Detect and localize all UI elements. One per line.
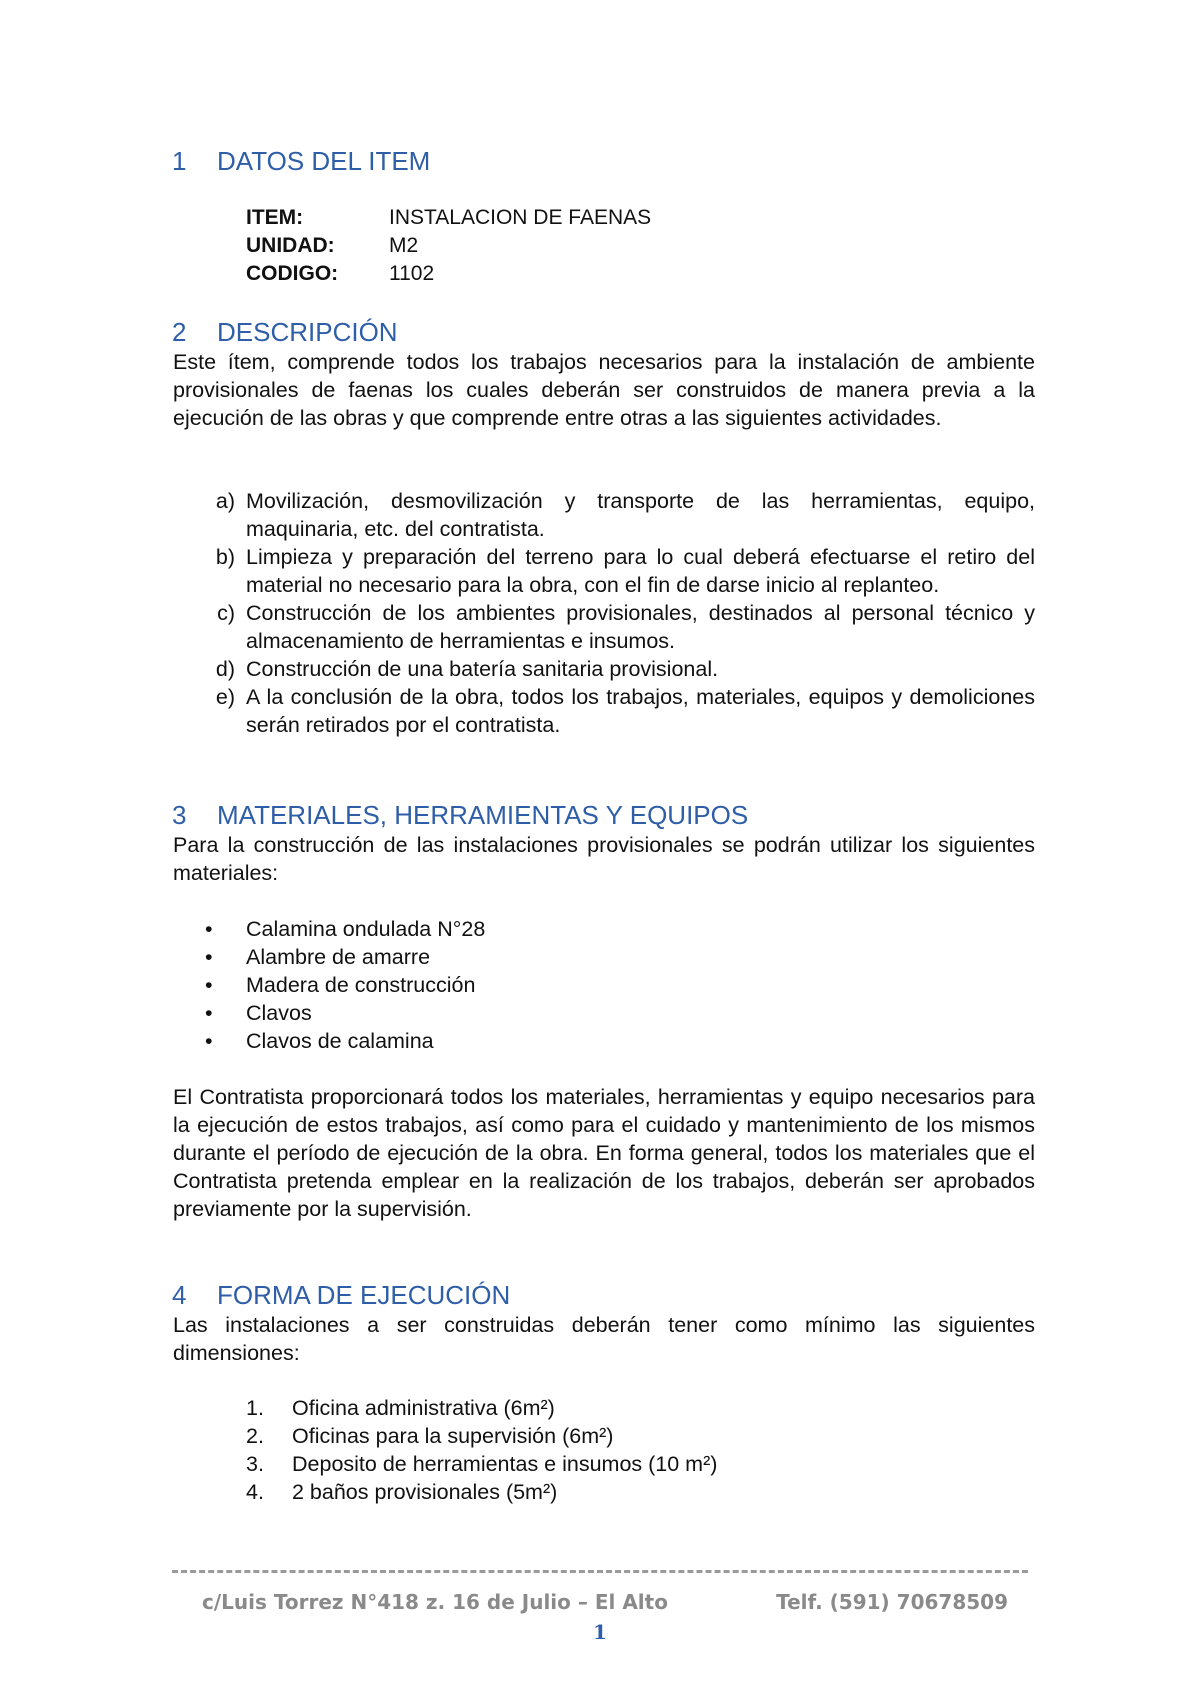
- section-heading-forma-de-ejecucion: [172, 1280, 510, 1310]
- materials-closing-paragraph: El Contratista proporcionará todos los materiales, herramientas y equipo necesarios para la ejecución de estos trabajos, así como para el cuidado y mantenimiento de los mismos durante el período de ejecución de la obra. En forma general, todos los materiales que el Contratista pretenda emplear en la realización de los trabajos, deberán ser aprobados previamente por la supervisión.: [173, 1085, 1035, 1221]
- list-item: [173, 1027, 1035, 1055]
- section-title: MATERIALES, HERRAMIENTAS Y EQUIPOS: [217, 800, 749, 830]
- description-paragraph: Este ítem, comprende todos los trabajos necesarios para la instalación de ambiente provisionales de faenas los cuales deberán ser construidos de manera previa a la ejecución de las obras y que comprende entre otras a las siguientes actividades.: [173, 350, 1035, 430]
- page-footer: [202, 1590, 1008, 1614]
- list-marker: 1.: [246, 1396, 264, 1420]
- list-marker: b): [215, 545, 235, 569]
- section-title: DESCRIPCIÓN: [217, 317, 398, 347]
- meta-key: UNIDAD:: [246, 234, 335, 257]
- footer-divider: [172, 1570, 1028, 1573]
- section-number: 4: [172, 1280, 187, 1310]
- bullet-icon: •: [205, 1001, 213, 1025]
- materials-intro-paragraph: Para la construcción de las instalaciones provisionales se podrán utilizar los siguientes materiales:: [173, 833, 1035, 885]
- list-item: [173, 1394, 1035, 1422]
- list-marker: c): [217, 601, 235, 625]
- list-item: [173, 683, 1035, 739]
- meta-value: INSTALACION DE FAENAS: [389, 206, 652, 229]
- list-item-text: Construcción de una batería sanitaria provisional.: [246, 657, 719, 681]
- materials-list: [173, 915, 1035, 1055]
- section-title: DATOS DEL ITEM: [217, 146, 431, 176]
- list-item-text: Movilización, desmovilización y transporte de las herramientas, equipo, maquinaria, etc. del contratista.: [246, 489, 1035, 541]
- meta-row-unidad: [246, 232, 651, 260]
- section-number: 2: [172, 317, 187, 347]
- bullet-icon: •: [205, 973, 213, 997]
- meta-value: 1102: [389, 262, 435, 285]
- list-item-text: Limpieza y preparación del terreno para lo cual deberá efectuarse el retiro del material no necesario para la obra, con el fin de darse inicio al replanteo.: [246, 545, 1035, 597]
- list-marker: 2.: [246, 1424, 264, 1448]
- section-number: 3: [172, 800, 187, 830]
- list-item: [173, 943, 1035, 971]
- list-item-text: Oficinas para la supervisión (6m²): [292, 1424, 614, 1448]
- list-item-text: Oficina administrativa (6m²): [292, 1396, 555, 1420]
- list-item-text: Clavos de calamina: [246, 1029, 434, 1053]
- section-number: 1: [172, 146, 187, 176]
- list-item: [173, 1422, 1035, 1450]
- list-item-text: Clavos: [246, 1001, 312, 1025]
- execution-intro-paragraph: Las instalaciones a ser construidas deberán tener como mínimo las siguientes dimensiones:: [173, 1313, 1035, 1365]
- list-item: [173, 971, 1035, 999]
- section-title: FORMA DE EJECUCIÓN: [217, 1280, 511, 1310]
- bullet-icon: •: [205, 1029, 213, 1053]
- list-item: [173, 543, 1035, 599]
- list-item: [173, 487, 1035, 543]
- list-item: [173, 1450, 1035, 1478]
- list-item: [173, 1478, 1035, 1506]
- section-heading-materiales: [172, 800, 748, 830]
- section-heading-descripcion: [172, 317, 398, 347]
- list-item: [173, 655, 1035, 683]
- meta-row-item: [246, 204, 651, 232]
- list-marker: d): [215, 657, 235, 681]
- item-metadata: [246, 204, 651, 288]
- list-marker: e): [215, 685, 235, 709]
- page-number: 1: [593, 1620, 607, 1644]
- list-marker: 4.: [246, 1480, 264, 1504]
- footer-address: c/Luis Torrez N°418 z. 16 de Julio – El Alto: [202, 1590, 668, 1614]
- dimensions-list: [173, 1394, 1035, 1506]
- bullet-icon: •: [205, 917, 213, 941]
- list-item: [173, 915, 1035, 943]
- section-heading-datos-del-item: [172, 146, 430, 176]
- list-item: [173, 599, 1035, 655]
- meta-value: M2: [389, 234, 419, 257]
- meta-key: ITEM:: [246, 206, 304, 229]
- list-item-text: Madera de construcción: [246, 973, 476, 997]
- list-item-text: Alambre de amarre: [246, 945, 431, 969]
- activities-list: [173, 487, 1035, 739]
- footer-phone: Telf. (591) 70678509: [776, 1590, 1008, 1614]
- list-item-text: 2 baños provisionales (5m²): [292, 1480, 558, 1504]
- meta-key: CODIGO:: [246, 262, 339, 285]
- list-item-text: Deposito de herramientas e insumos (10 m²): [292, 1452, 718, 1476]
- list-item-text: A la conclusión de la obra, todos los trabajos, materiales, equipos y demoliciones serán retirados por el contratista.: [246, 685, 1035, 737]
- list-marker: 3.: [246, 1452, 264, 1476]
- list-marker: a): [215, 489, 235, 513]
- bullet-icon: •: [205, 945, 213, 969]
- meta-row-codigo: [246, 260, 651, 288]
- list-item-text: Calamina ondulada N°28: [246, 917, 486, 941]
- list-item-text: Construcción de los ambientes provisionales, destinados al personal técnico y almacenamiento de herramientas e insumos.: [246, 601, 1035, 653]
- list-item: [173, 999, 1035, 1027]
